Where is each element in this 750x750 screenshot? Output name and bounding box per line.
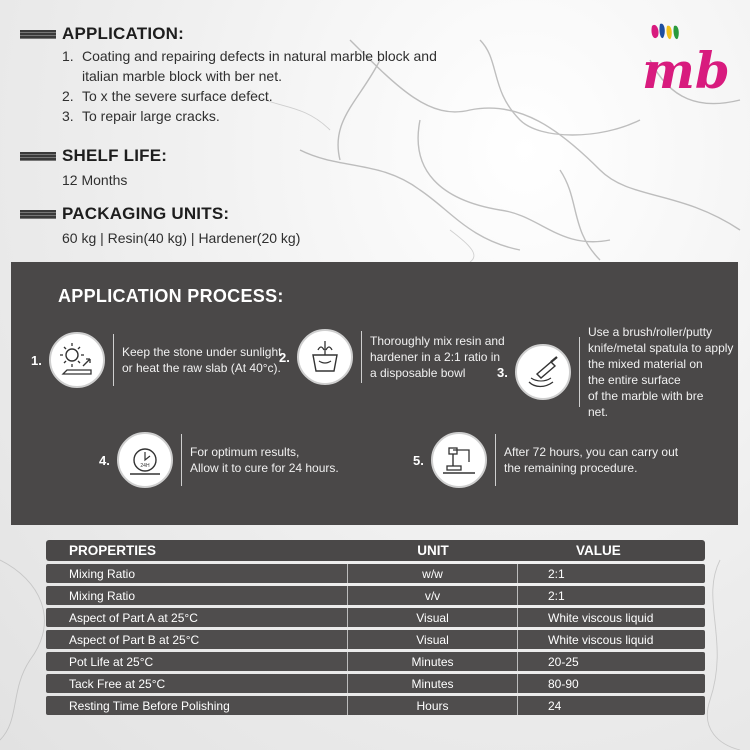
process-title: APPLICATION PROCESS: (58, 286, 284, 306)
process-step: 2. Thoroughly mix resin and hardener in a 2:1 ratio in a disposable bowl (279, 329, 505, 385)
packaging-section (20, 204, 300, 248)
packaging-value: 60 kg | Resin(40 kg) | Hardener(20 kg) (62, 230, 301, 246)
header-unit: UNIT (417, 543, 449, 558)
polishing-machine-icon (439, 440, 479, 480)
spatula-icon (523, 352, 563, 392)
process-step: 4. 24H For optimum results, Allow it to cure for 24 hours. (99, 432, 339, 488)
section-bar (20, 210, 56, 219)
table-row: Mixing Ratio v/v 2:1 (46, 586, 705, 605)
table-row: Aspect of Part A at 25°C Visual White viscous liquid (46, 608, 705, 627)
logo-text: mb (642, 41, 730, 100)
table-row: Resting Time Before Polishing Hours 24 (46, 696, 705, 715)
brand-logo (640, 20, 730, 100)
list-item: 2. To x the severe surface defect. (62, 88, 273, 104)
application-title: APPLICATION: (62, 24, 185, 43)
sun-slab-icon (57, 340, 97, 380)
process-step: 1. Keep the stone under sunlight or heat the raw slab (At 40°c). (31, 332, 281, 388)
mixing-bowl-icon (305, 337, 345, 377)
process-step: 3. Use a brush/roller/putty knife/metal spatula to apply the mixed material on the entire surface of the marble with bre net. (497, 325, 734, 419)
shelf-life-section (20, 146, 167, 190)
properties-table (46, 540, 705, 715)
list-item: 3. To repair large cracks. (62, 108, 220, 124)
application-list (62, 46, 437, 126)
process-step: 5. After 72 hours, you can carry out the remaining procedure. (413, 432, 678, 488)
svg-text:24H: 24H (140, 463, 150, 469)
section-bar (20, 152, 56, 161)
application-process-panel (11, 262, 738, 525)
table-row: Mixing Ratio w/w 2:1 (46, 564, 705, 583)
table-header (46, 540, 705, 561)
header-value: VALUE (576, 543, 621, 558)
header-properties: PROPERTIES (69, 543, 157, 558)
clock-24h-icon (125, 440, 165, 480)
packaging-title: PACKAGING UNITS: (62, 204, 230, 223)
application-section (20, 24, 437, 126)
shelf-life-title: SHELF LIFE: (62, 146, 168, 165)
section-bar (20, 30, 56, 39)
table-row: Pot Life at 25°C Minutes 20-25 (46, 652, 705, 671)
table-row: Tack Free at 25°C Minutes 80-90 (46, 674, 705, 693)
table-row: Aspect of Part B at 25°C Visual White viscous liquid (46, 630, 705, 649)
shelf-life-value: 12 Months (62, 172, 128, 188)
list-item: 1. Coating and repairing defects in natural marble block and italian marble block with ber net. (62, 48, 437, 84)
